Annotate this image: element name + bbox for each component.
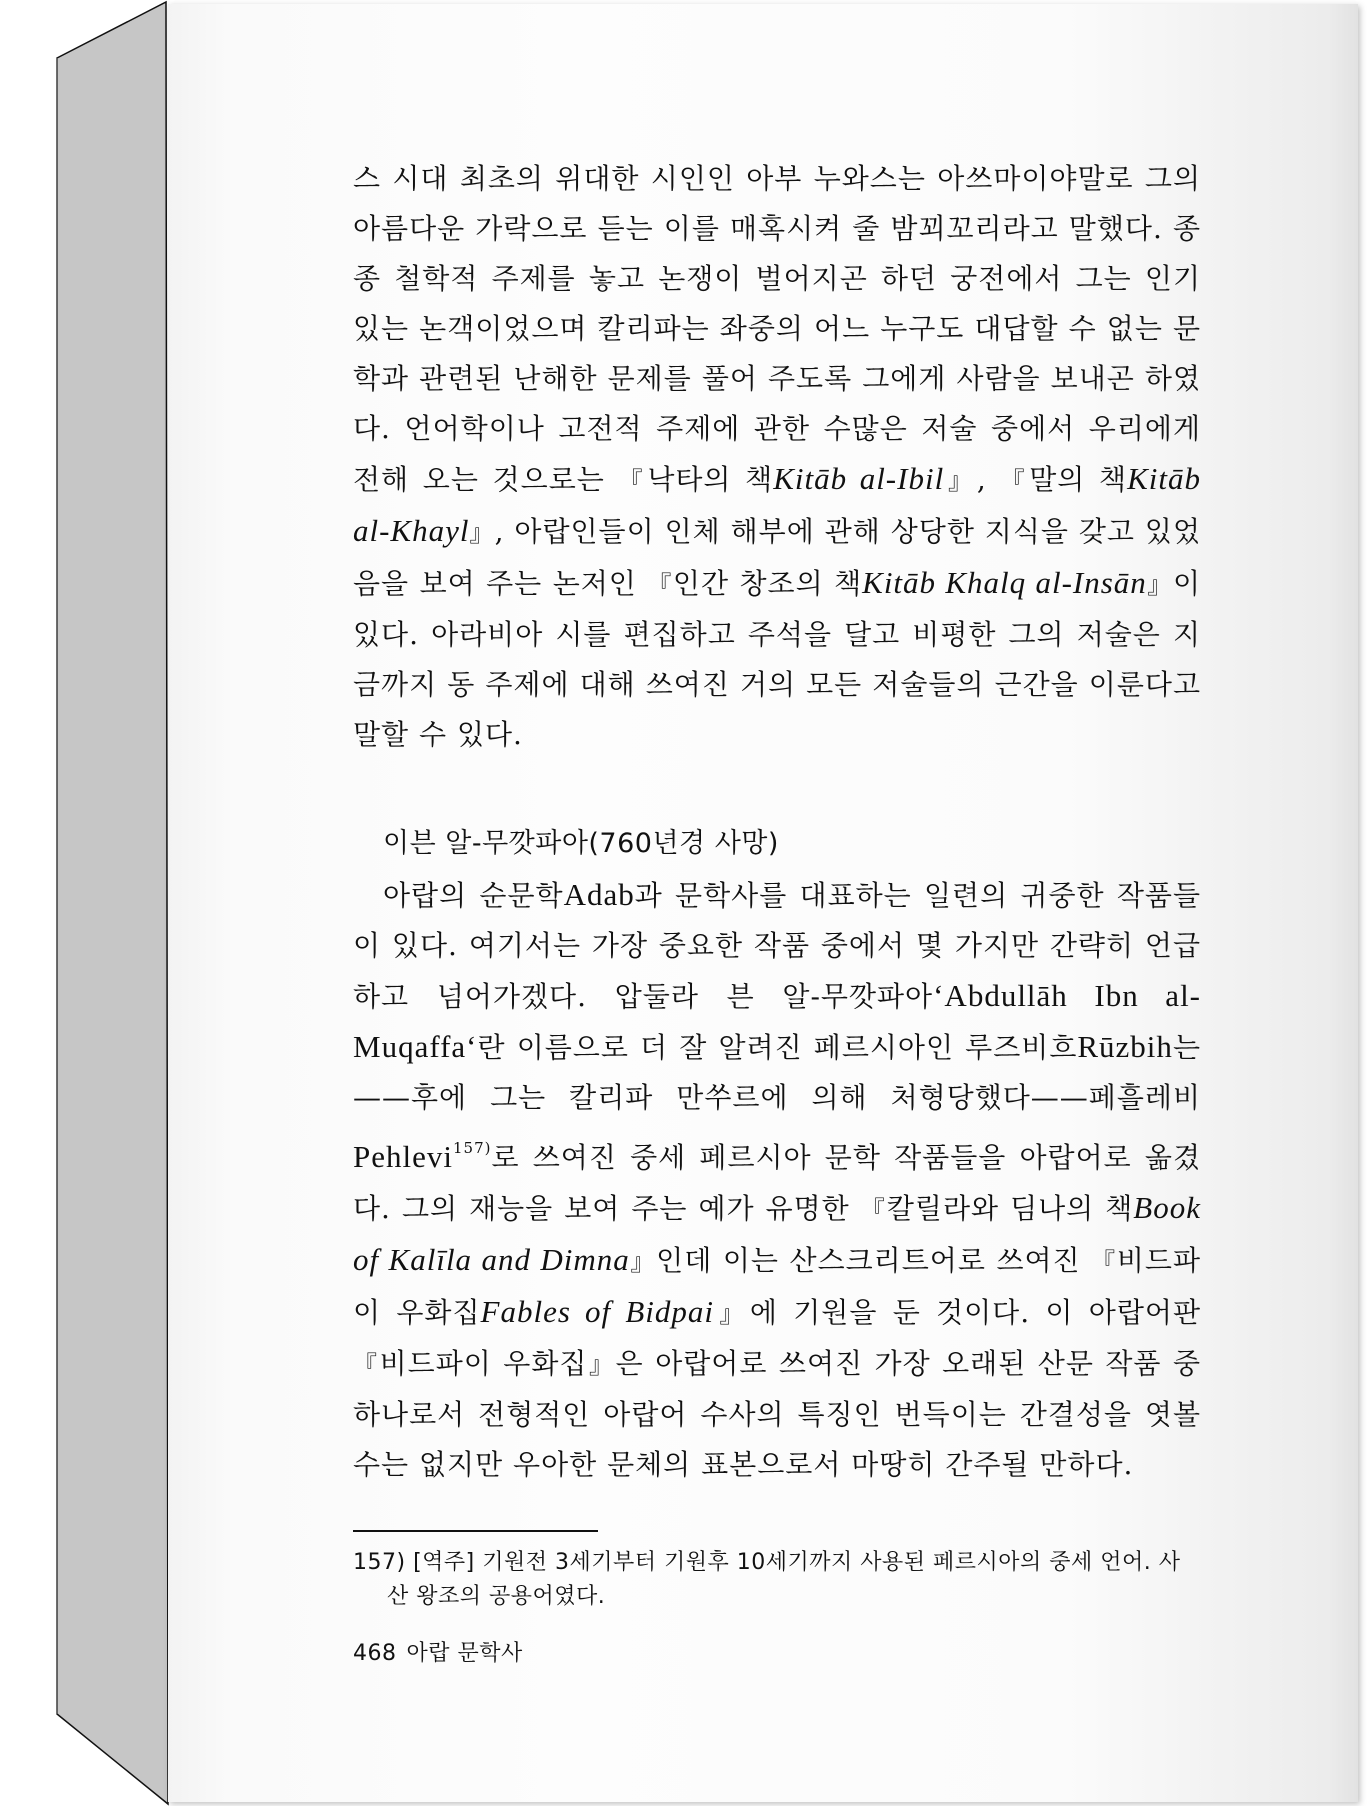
running-title: 아랍 문학사 bbox=[406, 1641, 523, 1666]
title-kitab-al-ibil: Kitāb al-Ibil bbox=[773, 461, 945, 496]
page-body bbox=[353, 154, 1201, 1614]
footnote-reference[interactable]: 157) bbox=[453, 1139, 492, 1157]
page-number: 468 bbox=[353, 1641, 397, 1666]
footnote-divider bbox=[353, 1530, 598, 1532]
title-kitab-khalq-al-insan: Kitāb Khalq al-Insān bbox=[862, 565, 1147, 600]
book-spine bbox=[0, 0, 175, 1806]
section-heading: 이븐 알-무깟파아(760년경 사망) bbox=[383, 828, 779, 859]
title-kitab-al-khayl: Kitāb al-Khayl bbox=[353, 461, 1202, 548]
paragraph-ibn-al-muqaffa: 아랍의 순문학Adab과 문학사를 대표하는 일련의 귀중한 작품들이 있다. 여기서는 가장 중요한 작품 중에서 몇 가지만 간략히 언급하고 넘어가겠다. 압둘라 븐 알-무깟파아‘Abdullāh Ibn al-Muqaffa‘란 이름으로 더 잘 알려진 페르시아인 루즈비흐Rūzbih는——후에 그는 칼리파 만쑤르에 의해 처형당했다——페흘레비Pehlevi$^{157)}$로 쓰여진 중세 페르시아 문학 작품들을 아랍어로 옮겼다. 그의 재능을 보여 주는 예가 유명한 『칼릴라와 딤나의 책Book of Kalīla and Dimna』인데 이는 산스크리트어로 쓰여진 『비드파이 우화집Fables of Bidpai』에 기원을 둔 것이다. 이 아랍어판 『비드파이 우화집』은 아랍어로 쓰여진 가장 오래된 산문 작품 중 하나로서 전형적인 아랍어 수사의 특징인 번득이는 간결성을 엿볼 수는 없지만 우아한 문체의 표본으로서 마땅히 간주될 만하다. bbox=[353, 877, 1202, 1481]
paragraph-asmai: 스 시대 최초의 위대한 시인인 아부 누와스는 아쓰마이야말로 그의 아름다운 가락으로 듣는 이를 매혹시켜 줄 밤꾀꼬리라고 말했다. 종종 철학적 주제를 놓고 논쟁이 벌어지곤 하던 궁전에서 그는 인기 있는 논객이었으며 칼리파는 좌중의 어느 누구도 대답할 수 없는 문학과 관련된 난해한 문제를 풀어 주도록 그에게 사람을 보내곤 하였다. 언어학이나 고전적 주제에 관한 수많은 저술 중에서 우리에게 전해 오는 것으로는 『낙타의 책Kitāb al-Ibil』, 『말의 책Kitāb al-Khayl』, 아랍인들이 인체 해부에 관해 상당한 지식을 갖고 있었음을 보여 주는 논저인 『인간 창조의 책Kitāb Khalq al-Insān』이 있다. 아라비아 시를 편집하고 주석을 달고 비평한 그의 저술은 지금까지 동 주제에 대해 쓰여진 거의 모든 저술들의 근간을 이룬다고 말할 수 있다. bbox=[353, 162, 1202, 751]
title-fables-of-bidpai: Fables of Bidpai bbox=[480, 1294, 715, 1329]
footnote-157: 157) [역주] 기원전 3세기부터 기원후 10세기까지 사용된 페르시아의 중세 언어. 사산 왕조의 공용어였다. bbox=[353, 1550, 1181, 1609]
book-page bbox=[168, 4, 1358, 1802]
page-footer bbox=[353, 1636, 523, 1667]
title-kalila-and-dimna: Book of Kalīla and Dimna bbox=[353, 1190, 1201, 1277]
